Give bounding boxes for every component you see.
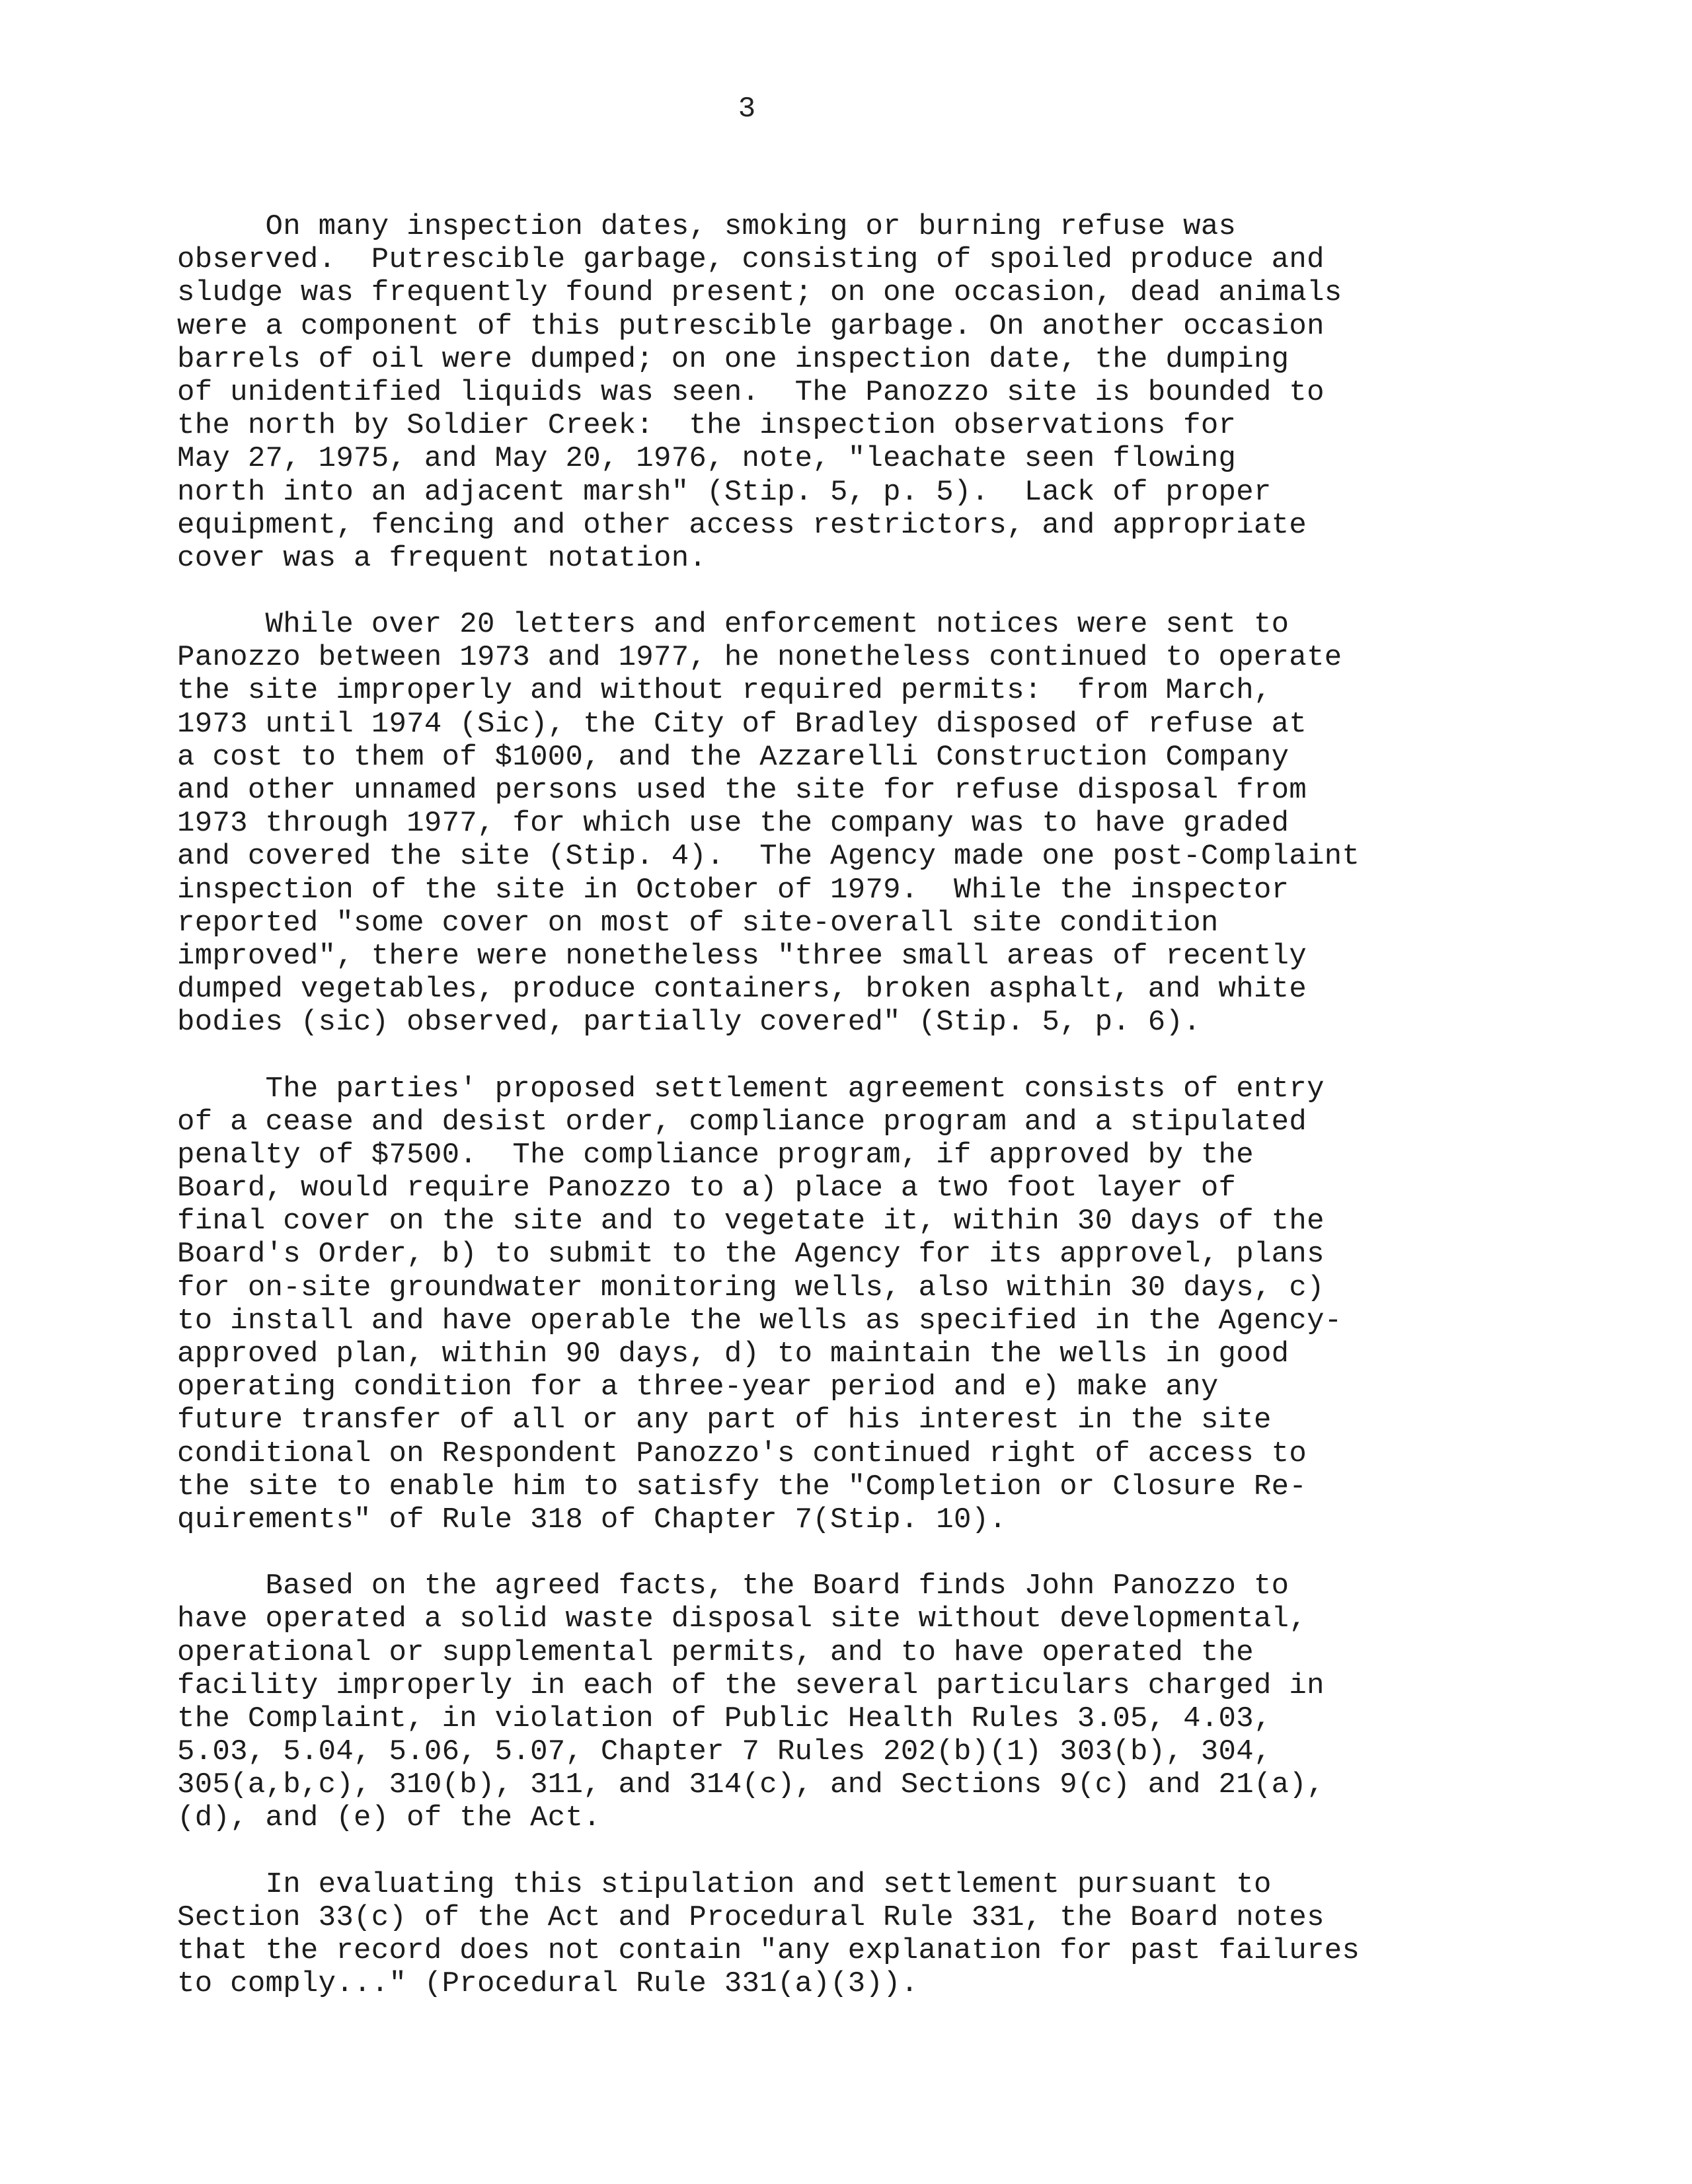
paragraph-settlement-agreement	[177, 1073, 1552, 1537]
text-line: to install and have operable the wells as specified in the Agency-	[177, 1304, 1342, 1337]
text-line: inspection of the site in October of 1979. While the inspector	[177, 873, 1289, 907]
text-line: Board's Order, b) to submit to the Agency for its approvel, plans	[177, 1238, 1325, 1271]
text-line: conditional on Respondent Panozzo's continued right of access to	[177, 1437, 1307, 1470]
page-number: 3	[738, 93, 756, 126]
text-line: The parties' proposed settlement agreement consists of entry	[177, 1072, 1325, 1106]
text-line: the site improperly and without required permits: from March,	[177, 674, 1272, 708]
text-line: 5.03, 5.04, 5.06, 5.07, Chapter 7 Rules 202(b)(1) 303(b), 304,	[177, 1735, 1272, 1769]
text-line: operating condition for a three-year period and e) make any	[177, 1371, 1219, 1404]
text-line: equipment, fencing and other access restrictors, and appropriate	[177, 508, 1307, 542]
text-line: and other unnamed persons used the site for refuse disposal from	[177, 774, 1307, 807]
text-line: (d), and (e) of the Act.	[177, 1801, 601, 1835]
text-line: operational or supplemental permits, and to have operated the	[177, 1636, 1254, 1669]
text-line: quirements" of Rule 318 of Chapter 7(Stip. 10).	[177, 1503, 1007, 1536]
text-line: sludge was frequently found present; on one occasion, dead animals	[177, 276, 1342, 310]
text-line: that the record does not contain "any explanation for past failures	[177, 1934, 1360, 1967]
paragraph-evaluation	[177, 1868, 1552, 2001]
text-line: final cover on the site and to vegetate it, within 30 days of the	[177, 1205, 1325, 1238]
text-line: While over 20 letters and enforcement notices were sent to	[177, 608, 1289, 642]
text-line: future transfer of all or any part of his interest in the site	[177, 1404, 1272, 1437]
text-line: Board, would require Panozzo to a) place a two foot layer of	[177, 1172, 1237, 1205]
text-line: May 27, 1975, and May 20, 1976, note, "leachate seen flowing	[177, 442, 1237, 476]
text-line: a cost to them of $1000, and the Azzarelli Construction Company	[177, 740, 1289, 774]
text-line: were a component of this putrescible garbage. On another occasion	[177, 309, 1325, 343]
text-line: Section 33(c) of the Act and Procedural Rule 331, the Board notes	[177, 1901, 1325, 1934]
text-line: and covered the site (Stip. 4). The Agency made one post-Complaint	[177, 840, 1360, 874]
text-line: north into an adjacent marsh" (Stip. 5, p. 5). Lack of proper	[177, 475, 1272, 509]
text-line: to comply..." (Procedural Rule 331(a)(3)).	[177, 1967, 919, 2001]
text-line: 1973 until 1974 (Sic), the City of Bradley disposed of refuse at	[177, 707, 1307, 741]
text-line: improved", there were nonetheless "three small areas of recently	[177, 939, 1307, 973]
document-body	[177, 210, 1552, 2033]
text-line: barrels of oil were dumped; on one inspection date, the dumping	[177, 342, 1289, 376]
text-line: for on-site groundwater monitoring wells, also within 30 days, c)	[177, 1271, 1325, 1304]
text-line: 305(a,b,c), 310(b), 311, and 314(c), and Sections 9(c) and 21(a),	[177, 1768, 1325, 1802]
text-line: Panozzo between 1973 and 1977, he nonetheless continued to operate	[177, 641, 1342, 675]
paragraph-enforcement-notices	[177, 608, 1552, 1039]
text-line: Based on the agreed facts, the Board finds John Panozzo to	[177, 1569, 1289, 1603]
text-line: observed. Putrescible garbage, consisting of spoiled produce and	[177, 243, 1325, 277]
text-line: In evaluating this stipulation and settlement pursuant to	[177, 1867, 1272, 1901]
text-line: reported "some cover on most of site-overall site condition	[177, 906, 1219, 940]
text-line: 1973 through 1977, for which use the company was to have graded	[177, 807, 1289, 841]
text-line: dumped vegetables, produce containers, broken asphalt, and white	[177, 973, 1307, 1006]
paragraph-board-findings	[177, 1569, 1552, 1835]
text-line: On many inspection dates, smoking or burning refuse was	[177, 210, 1237, 243]
text-line: facility improperly in each of the several particulars charged in	[177, 1669, 1325, 1702]
text-line: of a cease and desist order, compliance program and a stipulated	[177, 1105, 1307, 1139]
text-line: have operated a solid waste disposal site without developmental,	[177, 1602, 1307, 1636]
text-line: approved plan, within 90 days, d) to maintain the wells in good	[177, 1337, 1289, 1371]
text-line: of unidentified liquids was seen. The Panozzo site is bounded to	[177, 375, 1325, 409]
text-line: the Complaint, in violation of Public Health Rules 3.05, 4.03,	[177, 1702, 1272, 1735]
text-line: the site to enable him to satisfy the "Completion or Closure Re-	[177, 1470, 1307, 1503]
text-line: cover was a frequent notation.	[177, 541, 707, 575]
text-line: the north by Soldier Creek: the inspection observations for	[177, 409, 1237, 443]
paragraph-inspection-observations	[177, 210, 1552, 575]
text-line: penalty of $7500. The compliance program, if approved by the	[177, 1138, 1254, 1172]
text-line: bodies (sic) observed, partially covered" (Stip. 5, p. 6).	[177, 1006, 1201, 1039]
